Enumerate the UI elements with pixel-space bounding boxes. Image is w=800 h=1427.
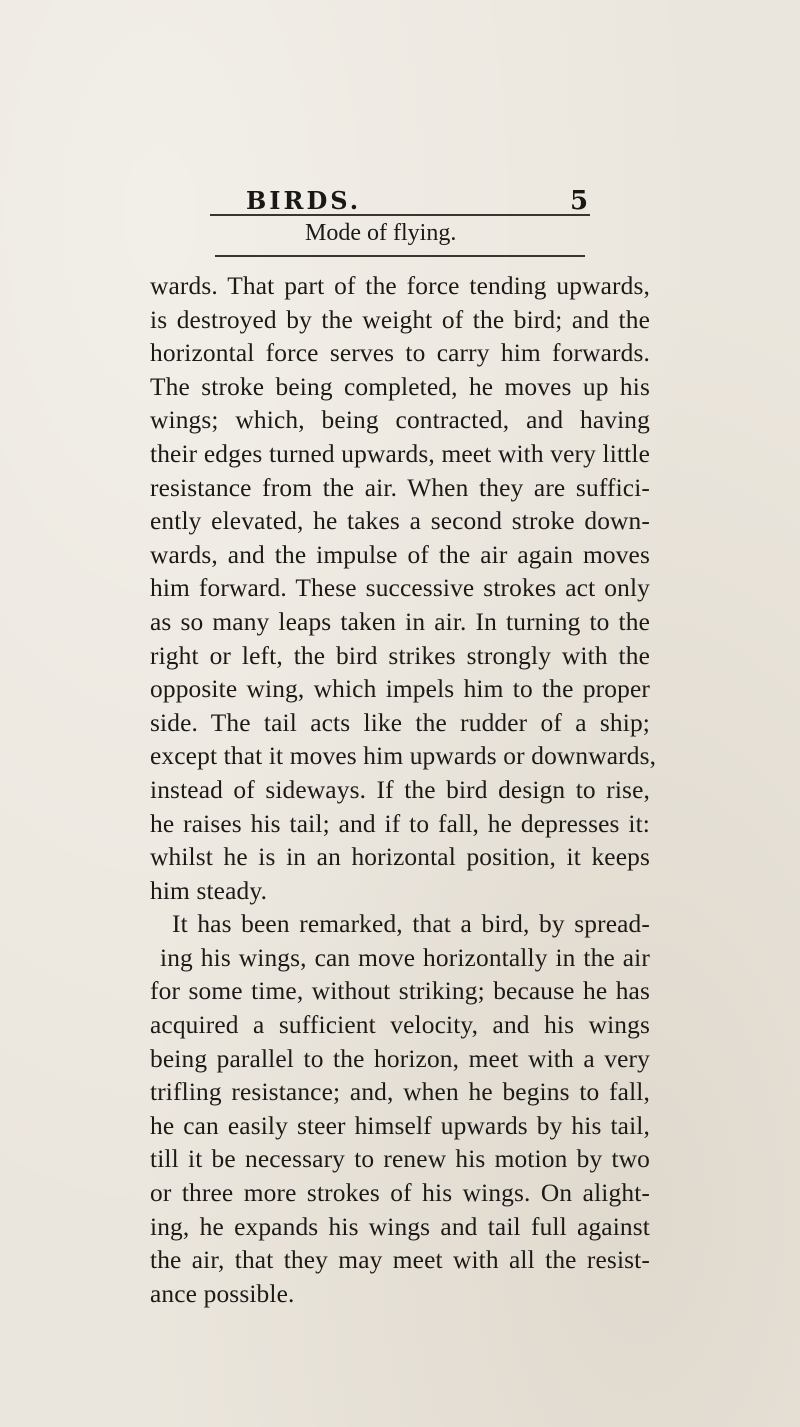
page-number: 5 (570, 186, 589, 216)
text-line: till it be necessary to renew his motion by two (150, 1145, 650, 1174)
body-text (150, 270, 657, 1311)
text-line: trifling resistance; and, when he begins to fall, (150, 1078, 650, 1107)
text-line: acquired a sufficient velocity, and his wings (150, 1011, 650, 1040)
text-line: ance possible. (150, 1279, 295, 1308)
text-line: is destroyed by the weight of the bird; and the (150, 305, 650, 334)
text-line: he raises his tail; and if to fall, he depresses it: (150, 809, 650, 838)
text-line: ing his wings, can move horizontally in the air (160, 943, 650, 972)
section-title: Mode of flying. (305, 220, 457, 246)
text-line: or three more strokes of his wings. On alight- (150, 1179, 650, 1208)
text-line: being parallel to the horizon, meet with a very (150, 1044, 650, 1073)
text-line: he can easily steer himself upwards by his tail, (150, 1111, 650, 1140)
header-rule-bottom (215, 255, 585, 257)
text-line: ently elevated, he takes a second stroke down- (150, 507, 650, 536)
text-line: resistance from the air. When they are suffici- (150, 473, 650, 502)
text-line: The stroke being completed, he moves up his (150, 372, 650, 401)
running-title: BIRDS. (246, 186, 362, 215)
text-line: instead of sideways. If the bird design to rise, (150, 775, 650, 804)
text-line: whilst he is in an horizontal position, it keeps (150, 843, 650, 872)
text-line: It has been remarked, that a bird, by spread- (172, 910, 650, 939)
text-line: him steady. (150, 876, 268, 905)
header-rule-top (210, 214, 590, 216)
text-line: the air, that they may meet with all the resist- (150, 1246, 650, 1275)
text-line: side. The tail acts like the rudder of a ship; (150, 708, 650, 737)
text-line: right or left, the bird strikes strongly with the (150, 641, 650, 670)
text-line: except that it moves him upwards or downwards, (150, 742, 657, 771)
text-line: horizontal force serves to carry him forwards. (150, 339, 650, 368)
text-line: for some time, without striking; because he has (150, 977, 650, 1006)
text-line: wards, and the impulse of the air again moves (150, 540, 650, 569)
text-line: wards. That part of the force tending upwards, (150, 272, 650, 300)
text-line: ing, he expands his wings and tail full against (150, 1212, 650, 1241)
text-line: opposite wing, which impels him to the proper (150, 675, 650, 704)
text-line: wings; which, being contracted, and having (150, 406, 650, 435)
text-line: as so many leaps taken in air. In turning to the (150, 607, 650, 636)
text-line: him forward. These successive strokes act only (150, 574, 650, 603)
text-line: their edges turned upwards, meet with very little (150, 439, 650, 468)
